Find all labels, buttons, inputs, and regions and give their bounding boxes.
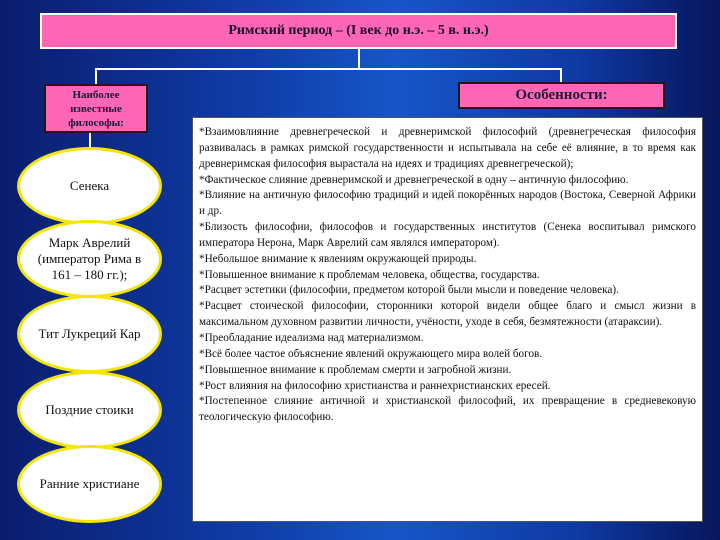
feature-item: *Фактическое слияние древнеримской и древнегреческой в одну – античную философию. (199, 173, 629, 186)
features-header: Особенности: (458, 82, 665, 109)
connector-left-down (95, 68, 97, 85)
philosophers-header: Наиболее известные философы: (44, 84, 148, 133)
feature-item: *Близость философии, философов и государственных институтов (Сенека воспитывал римского императора Нерона, Марк Аврелий сам являлся императором). (199, 221, 696, 249)
connector-horizontal (95, 68, 561, 70)
feature-item: *Взаимовлияние древнегреческой и древнеримской философий (древнегреческая философия развивалась в рамках римской государственности и испытывала на себе её влияние, в то время как древнеримская философия вырастала на идеях и традициях древнегреческой); (199, 126, 696, 170)
feature-item: *Преобладание идеализма над материализмом. (199, 331, 424, 344)
connector-title-down (358, 49, 360, 69)
features-text-panel (192, 117, 703, 522)
diagram-title: Римский период – (I век до н.э. – 5 в. н.э.) (40, 13, 677, 49)
feature-item: *Рост влияния на философию христианства и раннехристианских ересей. (199, 379, 551, 392)
feature-item: *Повышенное внимание к проблемам человека, общества, государства. (199, 268, 540, 281)
feature-item: *Повышенное внимание к проблемам смерти и загробной жизни. (199, 363, 512, 376)
feature-item: *Постепенное слияние античной и христианской философий, их превращение в средневековую теологическую философию. (199, 395, 696, 424)
philosopher-node: Марк Аврелий (император Рима в 161 – 180 гг.); (17, 220, 162, 298)
philosopher-node: Поздние стоики (17, 371, 162, 449)
feature-item: *Влияние на античную философию традиций и идей покорённых народов (Востока, Северной Африки и др. (199, 189, 696, 218)
feature-item: *Расцвет эстетики (философии, предметом которой были мысли и поведение человека). (199, 284, 619, 297)
philosopher-node: Тит Лукреций Кар (17, 295, 162, 373)
feature-item: *Всё более частое объяснение явлений окружающего мира волей богов. (199, 347, 543, 360)
philosopher-node: Сенека (17, 147, 162, 225)
feature-item: *Небольшое внимание к явлениям окружающей природы. (199, 252, 477, 265)
feature-item: *Расцвет стоической философии, сторонники которой видели общее благо и смысл жизни в максимальном духовном развитии личности, учёности, уходе в себя, безмятежности (атараксии). (199, 300, 696, 329)
philosopher-node: Ранние христиане (17, 445, 162, 523)
connector-right-down (560, 68, 562, 83)
